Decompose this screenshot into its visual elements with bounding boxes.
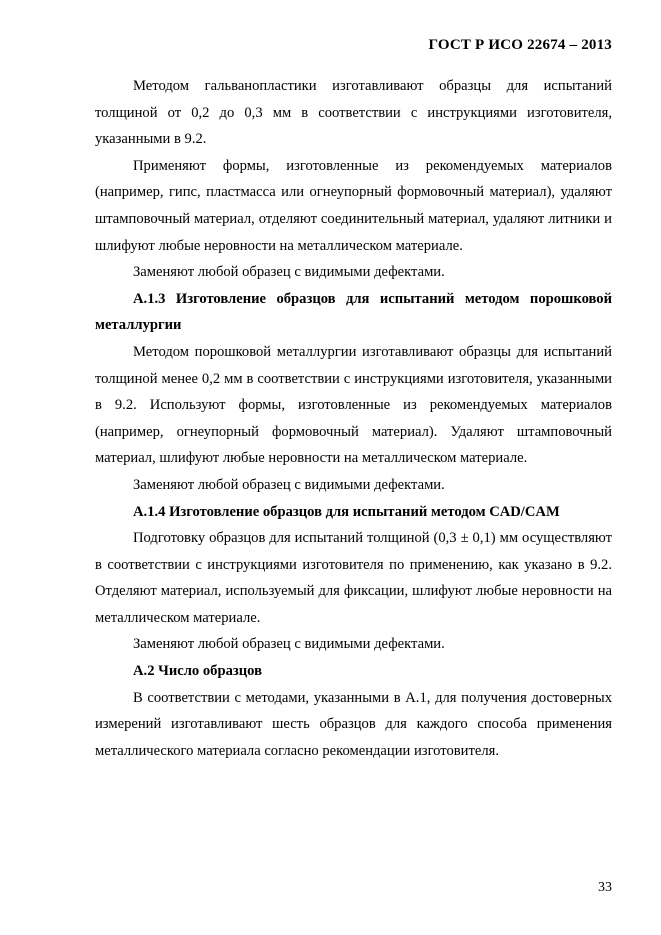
document-body bbox=[95, 73, 612, 764]
paragraph-replace-defective-1: Заменяют любой образец с видимыми дефектами. bbox=[133, 264, 445, 281]
paragraph-powder-metallurgy: Методом порошковой металлургии изготавливают образцы для испытаний толщиной менее 0,2 мм в соответствии с инструкциями изготовителя, указанными в 9.2. Используют формы, изготовленные из рекомендуемых материалов (например, огнеупорный формовочный материал). Удаляют штамповочный материал, шлифуют любые неровности на металлическом материале. bbox=[95, 343, 612, 467]
paragraph-molds: Применяют формы, изготовленные из рекомендуемых материалов (например, гипс, пластмасса или огнеупорный формовочный материал), удаляют штамповочный материал, отделяют соединительный материал, удаляют литники и шлифуют любые неровности на металлическом материале. bbox=[95, 157, 612, 254]
paragraph-electroforming: Методом гальванопластики изготавливают образцы для испытаний толщиной от 0,2 до 0,3 мм в соответствии с инструкциями изготовителя, указанными в 9.2. bbox=[95, 78, 612, 148]
section-heading-a-1-4: А.1.4 Изготовление образцов для испытаний методом CAD/CAM bbox=[133, 503, 560, 520]
page-number: 33 bbox=[598, 880, 612, 895]
paragraph-replace-defective-3: Заменяют любой образец с видимыми дефектами. bbox=[133, 636, 445, 653]
paragraph-cad-cam: Подготовку образцов для испытаний толщиной (0,3 ± 0,1) мм осуществляют в соответствии с инструкциями изготовителя по применению, как указано в 9.2. Отделяют материал, используемый для фиксации, шлифуют любые неровности на металлическом материале. bbox=[95, 530, 612, 626]
section-heading-a-1-3: А.1.3 Изготовление образцов для испытаний методом порошковой металлургии bbox=[95, 290, 612, 334]
paragraph-replace-defective-2: Заменяют любой образец с видимыми дефектами. bbox=[133, 476, 445, 493]
paragraph-number-of-specimens: В соответствии с методами, указанными в А.1, для получения достоверных измерений изготавливают шесть образцов для каждого способа применения металлического материала согласно рекомендации изготовителя. bbox=[95, 689, 612, 759]
document-header: ГОСТ Р ИСО 22674 – 2013 bbox=[428, 37, 612, 53]
section-heading-a-2: А.2 Число образцов bbox=[133, 663, 262, 680]
